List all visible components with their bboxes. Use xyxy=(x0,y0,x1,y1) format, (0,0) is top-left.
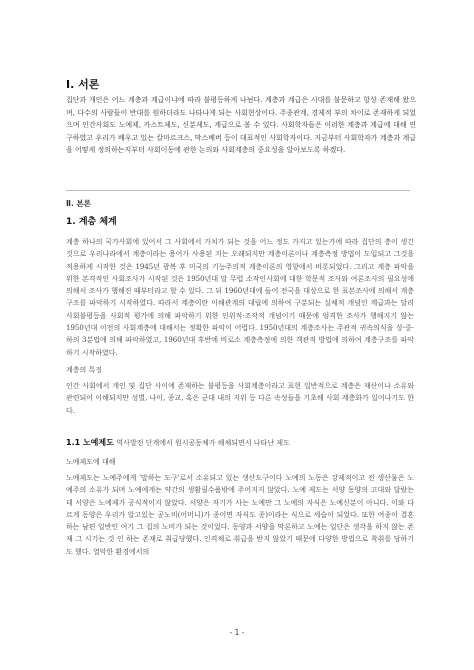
section-divider xyxy=(66,190,410,191)
body-paragraph-3: 노예제도는 노예주에게 '말하는 도구'로서 소유되고 있는 생산도구이다 노예의 노동은 강제적이고 전 생산물은 노예주의 소유가 되며 노예에게는 약간의 생활필수품밖에 주어지지 않았다. 노예 제도는 서양 동양의 고대와 달랐는데 서양은 노예제가 공식적이지 않았다. 서양은 자기가 사는 노예만 그 노예의 자식은 노예신분이 아니다. 이와 다르게 동양은 우리가 알고있는 공노비(어머니)가 종이면 자식도 종)이라는 식으로 세습이 되었다. 또한 여종이 결혼하는 남편 일반인 여기 그 집의 노비가 되는 것이었다. 동양과 서양을 막론하고 노예는 일단은 생각을 하지 않는 존재 그 시기는 것 인 하는 존재로 취급당했다. 인격체로 취급을 받지 않았기 때문에 다양한 방법으로 착취를 당하기도 했다. 열악한 환경에서의 xyxy=(66,474,414,556)
subsubsection-title: 1.1 노예제도 xyxy=(66,438,114,447)
body-paragraph-2: 인간 사회에서 개인 및 집단 사이에 존재하는 불평등을 사회계층이라고 표현 일반적으로 계층은 재산이나 소유와 관련되어 이해되지만 성별, 나이, 종교, 혹은 군대 내의 지위 등 다른 속성들을 기초해 사회 계층화가 일어나기도 한다. xyxy=(66,382,414,415)
feature-label: 계층의 특징 xyxy=(66,366,103,374)
page-number: - 1 - xyxy=(229,628,245,637)
subsection-heading: 1. 계층 체계 xyxy=(66,217,117,227)
intro-heading: Ⅰ. 서론 xyxy=(66,78,100,91)
body-paragraph-1: 계층 하나의 국가사회에 있어서 그 사회에서 가치가 되는 것을 어느 정도 가지고 있는가에 따라 집단의 층이 생긴 것으로 우리나라에서 계층이라는 용어가 사용된 지는 오래되지만 계층이론이나 계층측정 방법이 도입되고 그것을 적용하게 시작한 것은 1945년 광복 후 미국의 기능주의적 계층이론의 영향에서 비롯되었다. 그리고 계층 파악을 위한 본격적인 사회조사가 시작된 것은 1950년대 말 무렵 소작인사회에 대한 학문적 조사와 여론조사의 필요성에 의해서 조사가 행해진 때부터라고 할 수 있다. 그 뒤 1960년대에 들어 전국을 대상으로 한 표본조사에 의해서 계층구조를 파악하기 시작하였다. 따라서 계층이란 이해관계의 대립에 의하여 구분되는 실체적 개념인 계급과는 달리 사회불평등을 사회적 평가에 의해 파악하기 위한 인위적·조작적 개념이기 때문에 엄격한 조사가 행해지기 않는 1950년대 이전의 사회계층에 대해서는 정확한 파악이 어렵다. 1950년대의 계층조사는 주관적 귀속의식을 상·중·하의 3분법에 의해 파악하였고, 1960년대 후반에 비로소 계층측정에 의한 객관적 방법에 의하여 계층구조를 파악하기 시작하였다. xyxy=(66,238,414,357)
slavery-label: 노예제도에 대해 xyxy=(66,458,116,466)
subsubsection-heading xyxy=(66,437,290,448)
intro-paragraph: 집단과 개인은 어느 계층과 계급이냐에 따라 불평등하게 나뉜다. 계층과 계급은 시대를 불문하고 항상 존재해 왔으며, 다수의 사람들이 반대를 원하더라도 나타나게 되는 사회현상이다. 주종관계, 경제적 부의 차이로 존재하게 되었으며 인간사회도 노예제, 카스트제도, 신분제도, 계급으로 볼 수 있다. 사회학자들은 이러한 계층과 계급에 대해 연구하였고 우리가 배우고 있는 칼마르크스, 막스베버 등이 대표적인 사회학자이다. 지금부터 사회학자가 계층과 계급을 어떻게 정의하는지부터 사회이동에 관한 논의와 사회계층의 중요성을 알아보도록 하겠다. xyxy=(66,96,416,155)
subsubsection-subtitle: 역사발전 단계에서 원시공동체가 해체되면서 나타난 제도 xyxy=(116,439,290,447)
section-label: Ⅱ. 본론 xyxy=(66,199,91,208)
